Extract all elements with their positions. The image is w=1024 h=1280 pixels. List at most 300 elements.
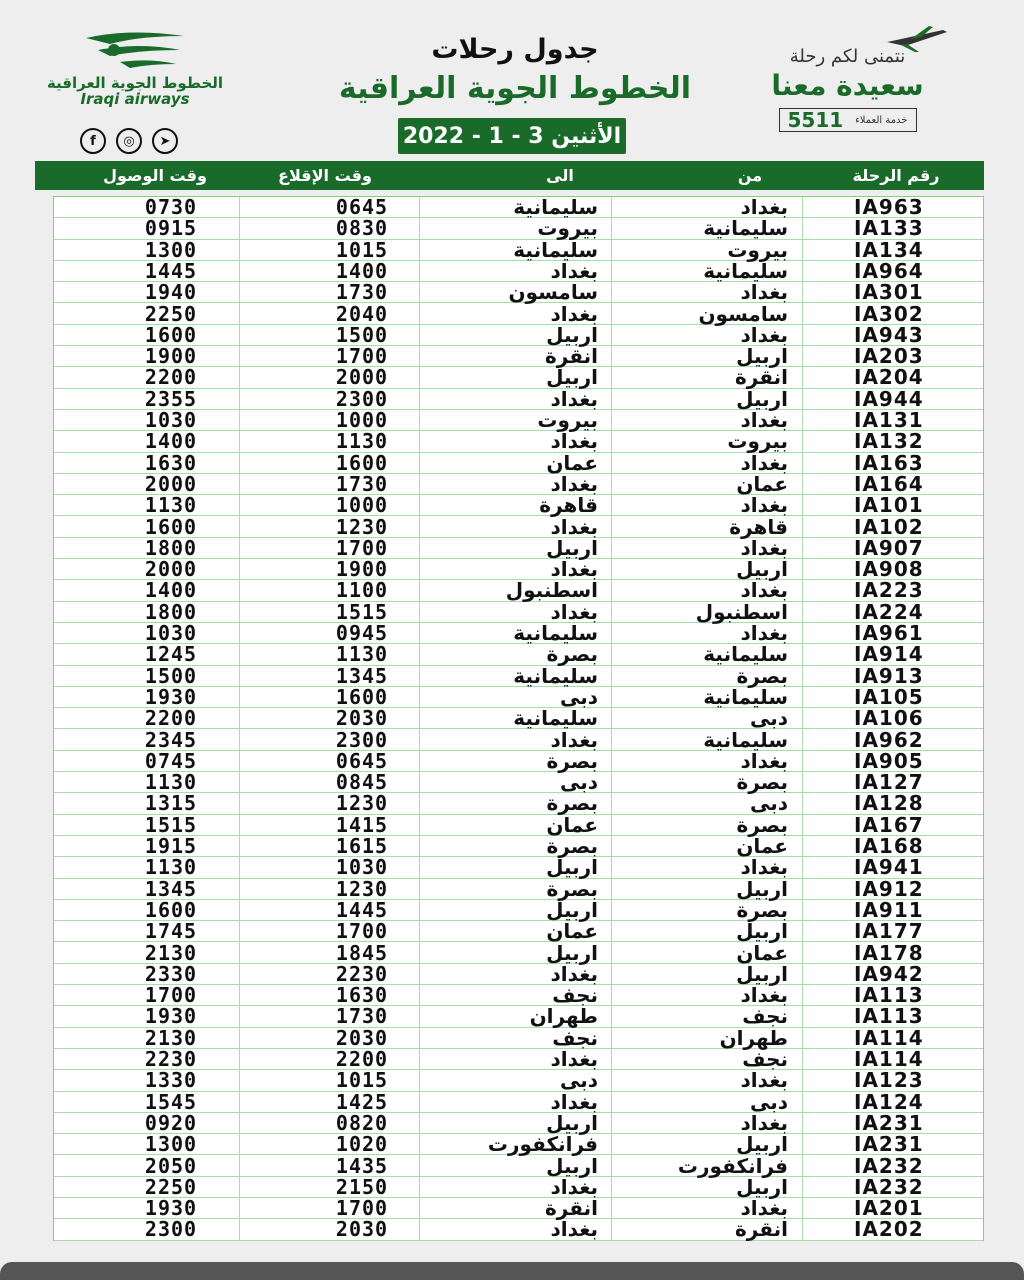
arrival-cell: 0920 <box>144 1110 198 1135</box>
to-cell: عمان <box>546 919 598 944</box>
table-row <box>54 237 983 262</box>
flight-number-cell: IA167 <box>854 812 924 837</box>
arrival-cell: 1745 <box>144 919 198 944</box>
from-cell: بيروت <box>727 237 788 262</box>
to-cell: اربيل <box>546 535 598 560</box>
to-cell: بيروت <box>537 408 598 432</box>
to-cell: بصرة <box>546 748 598 773</box>
to-cell: اربيل <box>546 365 598 390</box>
departure-cell: 1130 <box>335 642 389 667</box>
flight-number-cell: IA134 <box>854 237 924 262</box>
flight-number-cell: IA132 <box>854 429 924 454</box>
flight-number-cell: IA133 <box>854 216 924 241</box>
table-row <box>54 1089 983 1114</box>
arrival-cell: 1600 <box>144 514 198 539</box>
departure-cell: 2230 <box>335 961 389 986</box>
to-cell: بصرة <box>546 876 598 901</box>
arrival-cell: 1930 <box>144 684 198 709</box>
flight-number-cell: IA302 <box>854 301 924 326</box>
from-cell: اربيل <box>736 919 788 944</box>
from-cell: بغداد <box>740 535 788 560</box>
flight-number-cell: IA232 <box>854 1153 924 1178</box>
to-cell: اربيل <box>546 897 598 922</box>
from-cell: نجف <box>742 1004 788 1029</box>
table-row <box>54 1219 983 1240</box>
departure-cell: 1845 <box>335 940 389 965</box>
departure-cell: 1345 <box>335 663 389 688</box>
departure-cell: 2040 <box>335 301 389 326</box>
arrival-cell: 1345 <box>144 876 198 901</box>
from-cell: عمان <box>736 471 788 496</box>
arrival-cell: 2200 <box>144 365 198 390</box>
departure-cell: 1435 <box>335 1153 389 1178</box>
table-row <box>54 1198 983 1219</box>
flight-number-cell: IA914 <box>854 642 924 667</box>
table-row <box>54 921 983 942</box>
to-cell: دبى <box>559 770 598 795</box>
arrival-cell: 2050 <box>144 1153 198 1178</box>
airline-bird-icon <box>80 28 190 72</box>
table-row <box>54 793 983 814</box>
flight-number-cell: IA168 <box>854 834 924 858</box>
from-cell: عمان <box>736 940 788 965</box>
from-cell: بصرة <box>736 770 788 795</box>
table-row <box>54 1049 983 1070</box>
table-row <box>54 985 983 1006</box>
to-cell: بغداد <box>550 557 598 582</box>
from-cell: دبى <box>749 791 788 816</box>
arrival-cell: 1300 <box>144 237 198 262</box>
arrival-cell: 1930 <box>144 1004 198 1029</box>
flight-number-cell: IA113 <box>854 1004 924 1029</box>
from-cell: بغداد <box>740 1068 788 1093</box>
facebook-icon[interactable]: f <box>80 128 106 154</box>
table-row <box>54 812 983 837</box>
departure-cell: 1100 <box>335 578 389 603</box>
departure-cell: 1730 <box>335 280 389 305</box>
table-row <box>54 836 983 857</box>
from-cell: سامسون <box>698 301 788 326</box>
to-cell: بغداد <box>550 1089 598 1114</box>
flight-number-cell: IA106 <box>854 706 924 731</box>
table-row <box>54 559 983 580</box>
arrival-cell: 2130 <box>144 940 198 965</box>
to-cell: سليمانية <box>513 706 598 731</box>
flight-number-cell: IA202 <box>854 1217 924 1242</box>
table-row <box>54 644 983 665</box>
flight-number-cell: IA113 <box>854 983 924 1008</box>
flight-number-cell: IA944 <box>854 386 924 411</box>
arrival-cell: 1600 <box>144 897 198 922</box>
departure-cell: 1700 <box>335 919 389 944</box>
departure-cell: 1600 <box>335 684 389 709</box>
from-cell: بغداد <box>740 578 788 603</box>
flight-number-cell: IA907 <box>854 535 924 560</box>
table-row <box>54 367 983 388</box>
departure-cell: 1630 <box>335 983 389 1008</box>
flight-number-cell: IA223 <box>854 578 924 603</box>
table-row <box>54 218 983 239</box>
departure-cell: 1000 <box>335 493 389 518</box>
to-cell: اربيل <box>546 322 598 347</box>
title-block <box>330 34 700 106</box>
from-cell: بصرة <box>736 663 788 688</box>
departure-cell: 2030 <box>335 1217 389 1242</box>
customer-service-label: خدمة العملاء <box>855 114 908 126</box>
table-row <box>54 897 983 922</box>
from-cell: انقرة <box>734 365 788 390</box>
table-row <box>54 772 983 793</box>
arrival-cell: 1330 <box>144 1068 198 1093</box>
from-cell: قاهرة <box>729 514 788 539</box>
departure-cell: 0945 <box>335 621 389 645</box>
to-cell: اسطنبول <box>505 578 598 603</box>
from-cell: بغداد <box>740 1196 788 1221</box>
arrival-cell: 1445 <box>144 258 198 283</box>
departure-cell: 1230 <box>335 876 389 901</box>
flight-number-cell: IA962 <box>854 727 924 752</box>
column-from: من <box>737 166 763 185</box>
to-cell: اربيل <box>546 940 598 965</box>
flight-number-cell: IA301 <box>854 280 924 305</box>
departure-cell: 1900 <box>335 557 389 582</box>
to-cell: نجف <box>552 1025 598 1050</box>
to-cell: عمان <box>546 812 598 837</box>
to-cell: بغداد <box>550 386 598 411</box>
table-row <box>54 386 983 411</box>
column-arrival: وقت الوصول <box>103 166 207 185</box>
table-row <box>54 450 983 475</box>
arrival-cell: 1515 <box>144 812 198 837</box>
departure-cell: 1700 <box>335 535 389 560</box>
to-cell: سليمانية <box>513 237 598 262</box>
flight-number-cell: IA911 <box>854 897 924 922</box>
instagram-icon[interactable]: ◎ <box>116 128 142 154</box>
to-cell: بصرة <box>546 791 598 816</box>
to-cell: بغداد <box>550 599 598 624</box>
departure-cell: 0830 <box>335 216 389 241</box>
to-cell: بغداد <box>550 471 598 496</box>
arrival-cell: 1400 <box>144 429 198 454</box>
flight-number-cell: IA231 <box>854 1132 924 1157</box>
table-row <box>54 748 983 773</box>
arrival-cell: 2200 <box>144 706 198 731</box>
arrival-cell: 1930 <box>144 1196 198 1221</box>
flight-number-cell: IA913 <box>854 663 924 688</box>
from-cell: اربيل <box>736 876 788 901</box>
departure-cell: 2030 <box>335 706 389 731</box>
table-row <box>54 876 983 901</box>
logo-english-text: Iraqi airways <box>80 90 190 108</box>
to-cell: بغداد <box>550 258 598 283</box>
to-cell: دبى <box>559 684 598 709</box>
to-cell: بغداد <box>550 1174 598 1199</box>
table-row <box>54 1110 983 1135</box>
table-row <box>54 961 983 986</box>
to-cell: سليمانية <box>513 621 598 645</box>
table-row <box>54 410 983 431</box>
departure-cell: 1615 <box>335 834 389 858</box>
flights-table <box>53 196 984 1241</box>
to-cell: بغداد <box>550 727 598 752</box>
table-row <box>54 580 983 601</box>
arrival-cell: 2355 <box>144 386 198 411</box>
from-cell: بصرة <box>736 897 788 922</box>
from-cell: بغداد <box>740 855 788 880</box>
from-cell: دبى <box>749 706 788 731</box>
flight-number-cell: IA163 <box>854 450 924 475</box>
arrival-cell: 1245 <box>144 642 198 667</box>
from-cell: اربيل <box>736 344 788 369</box>
departure-cell: 1130 <box>335 429 389 454</box>
table-header <box>35 161 984 190</box>
arrival-cell: 1130 <box>144 770 198 795</box>
departure-cell: 0645 <box>335 748 389 773</box>
to-cell: بغداد <box>550 301 598 326</box>
departure-cell: 1600 <box>335 450 389 475</box>
from-cell: سليمانية <box>703 216 788 241</box>
arrival-cell: 2250 <box>144 1174 198 1199</box>
departure-cell: 1500 <box>335 322 389 347</box>
flight-number-cell: IA941 <box>854 855 924 880</box>
to-cell: اربيل <box>546 1153 598 1178</box>
arrival-cell: 1545 <box>144 1089 198 1114</box>
departure-cell: 1730 <box>335 471 389 496</box>
from-cell: طهران <box>719 1025 788 1050</box>
from-cell: بغداد <box>740 280 788 305</box>
from-cell: بغداد <box>740 408 788 432</box>
to-cell: اربيل <box>546 855 598 880</box>
from-cell: دبى <box>749 1089 788 1114</box>
from-cell: اربيل <box>736 557 788 582</box>
flight-number-cell: IA127 <box>854 770 924 795</box>
arrival-cell: 0745 <box>144 748 198 773</box>
column-departure: وقت الإقلاع <box>278 166 372 185</box>
flight-number-cell: IA178 <box>854 940 924 965</box>
arrival-cell: 1030 <box>144 621 198 645</box>
to-cell: بغداد <box>550 1047 598 1071</box>
departure-cell: 1700 <box>335 344 389 369</box>
flight-number-cell: IA963 <box>854 195 924 219</box>
from-cell: اسطنبول <box>695 599 788 624</box>
arrival-cell: 2000 <box>144 471 198 496</box>
from-cell: بيروت <box>727 429 788 454</box>
flight-number-cell: IA908 <box>854 557 924 582</box>
from-cell: اربيل <box>736 386 788 411</box>
arrival-cell: 1300 <box>144 1132 198 1157</box>
table-row <box>54 1174 983 1199</box>
slogan-block <box>745 30 950 132</box>
to-cell: سليمانية <box>513 663 598 688</box>
table-row <box>54 684 983 709</box>
from-cell: بصرة <box>736 812 788 837</box>
customer-service-number: 5511 <box>787 108 844 132</box>
flight-number-cell: IA943 <box>854 322 924 347</box>
arrival-cell: 1915 <box>144 834 198 858</box>
table-row <box>54 535 983 560</box>
flight-number-cell: IA232 <box>854 1174 924 1199</box>
arrival-cell: 2345 <box>144 727 198 752</box>
flight-number-cell: IA114 <box>854 1047 924 1071</box>
to-cell: سليمانية <box>513 195 598 219</box>
logo-arabic-text: الخطوط الجوية العراقية <box>46 74 224 92</box>
to-cell: قاهرة <box>539 493 598 518</box>
table-row <box>54 663 983 688</box>
to-cell: فرانكفورت <box>487 1132 598 1157</box>
flight-number-cell: IA912 <box>854 876 924 901</box>
table-row <box>54 495 983 516</box>
flight-number-cell: IA131 <box>854 408 924 432</box>
table-row <box>54 431 983 452</box>
arrival-cell: 0915 <box>144 216 198 241</box>
arrival-cell: 1900 <box>144 344 198 369</box>
flight-number-cell: IA124 <box>854 1089 924 1114</box>
departure-cell: 1415 <box>335 812 389 837</box>
departure-cell: 2200 <box>335 1047 389 1071</box>
arrival-cell: 1130 <box>144 855 198 880</box>
from-cell: سليمانية <box>703 684 788 709</box>
departure-cell: 1730 <box>335 1004 389 1029</box>
arrival-cell: 1500 <box>144 663 198 688</box>
from-cell: بغداد <box>740 493 788 518</box>
from-cell: سليمانية <box>703 642 788 667</box>
departure-cell: 1425 <box>335 1089 389 1114</box>
flight-number-cell: IA101 <box>854 493 924 518</box>
to-cell: انقرة <box>544 1196 598 1221</box>
from-cell: بغداد <box>740 450 788 475</box>
to-cell: بصرة <box>546 834 598 858</box>
from-cell: سليمانية <box>703 727 788 752</box>
departure-cell: 1445 <box>335 897 389 922</box>
from-cell: بغداد <box>740 195 788 219</box>
flight-number-cell: IA201 <box>854 1196 924 1221</box>
arrival-cell: 2130 <box>144 1025 198 1050</box>
flight-number-cell: IA231 <box>854 1110 924 1135</box>
flight-number-cell: IA224 <box>854 599 924 624</box>
to-cell: بيروت <box>537 216 598 241</box>
departure-cell: 1400 <box>335 258 389 283</box>
flight-number-cell: IA105 <box>854 684 924 709</box>
bottom-bar <box>0 1262 1024 1280</box>
table-row <box>54 1134 983 1155</box>
flight-number-cell: IA128 <box>854 791 924 816</box>
arrival-cell: 1940 <box>144 280 198 305</box>
from-cell: فرانكفورت <box>677 1153 788 1178</box>
table-row <box>54 322 983 347</box>
flight-number-cell: IA905 <box>854 748 924 773</box>
departure-cell: 0645 <box>335 195 389 219</box>
departure-cell: 1000 <box>335 408 389 432</box>
from-cell: بغداد <box>740 322 788 347</box>
from-cell: اربيل <box>736 1132 788 1157</box>
to-cell: عمان <box>546 450 598 475</box>
customer-service-box <box>779 108 917 132</box>
departure-cell: 2300 <box>335 386 389 411</box>
table-row <box>54 258 983 283</box>
arrival-cell: 2330 <box>144 961 198 986</box>
from-cell: اربيل <box>736 961 788 986</box>
table-row <box>54 727 983 752</box>
social-links <box>80 128 178 154</box>
table-row <box>54 857 983 878</box>
table-row <box>54 471 983 496</box>
arrival-cell: 2300 <box>144 1217 198 1242</box>
column-to: الى <box>546 166 574 185</box>
telegram-icon[interactable]: ➤ <box>152 128 178 154</box>
arrival-cell: 1800 <box>144 535 198 560</box>
from-cell: انقرة <box>734 1217 788 1242</box>
departure-cell: 2300 <box>335 727 389 752</box>
slogan-wish: نتمنى لكم رحلة <box>789 46 906 67</box>
from-cell: بغداد <box>740 1110 788 1135</box>
to-cell: بغداد <box>550 1217 598 1242</box>
table-row <box>54 301 983 326</box>
to-cell: دبى <box>559 1068 598 1093</box>
table-row <box>54 599 983 624</box>
departure-cell: 1230 <box>335 514 389 539</box>
arrival-cell: 1030 <box>144 408 198 432</box>
column-flight-number: رقم الرحلة <box>852 166 940 185</box>
to-cell: نجف <box>552 983 598 1008</box>
date-badge: الأثنين 3 - 1 - 2022 <box>398 118 626 154</box>
arrival-cell: 2000 <box>144 557 198 582</box>
arrival-cell: 2250 <box>144 301 198 326</box>
from-cell: بغداد <box>740 621 788 645</box>
arrival-cell: 1700 <box>144 983 198 1008</box>
flight-number-cell: IA123 <box>854 1068 924 1093</box>
table-row <box>54 514 983 539</box>
departure-cell: 1015 <box>335 1068 389 1093</box>
to-cell: بغداد <box>550 961 598 986</box>
from-cell: بغداد <box>740 748 788 773</box>
departure-cell: 2030 <box>335 1025 389 1050</box>
flight-number-cell: IA961 <box>854 621 924 645</box>
arrival-cell: 1315 <box>144 791 198 816</box>
table-row <box>54 1070 983 1091</box>
table-row <box>54 282 983 303</box>
flight-number-cell: IA164 <box>854 471 924 496</box>
iraqi-airways-logo <box>40 28 230 108</box>
table-row <box>54 1006 983 1027</box>
to-cell: سامسون <box>508 280 598 305</box>
arrival-cell: 2230 <box>144 1047 198 1071</box>
departure-cell: 1700 <box>335 1196 389 1221</box>
page-subtitle: الخطوط الجوية العراقية <box>338 71 692 106</box>
arrival-cell: 1600 <box>144 322 198 347</box>
flight-number-cell: IA114 <box>854 1025 924 1050</box>
table-row <box>54 1153 983 1178</box>
table-row <box>54 708 983 729</box>
to-cell: انقرة <box>544 344 598 369</box>
header <box>0 0 1024 160</box>
from-cell: عمان <box>736 834 788 858</box>
table-row <box>54 197 983 218</box>
flight-number-cell: IA204 <box>854 365 924 390</box>
to-cell: بغداد <box>550 514 598 539</box>
arrival-cell: 1630 <box>144 450 198 475</box>
departure-cell: 1230 <box>335 791 389 816</box>
arrival-cell: 0730 <box>144 195 198 219</box>
arrival-cell: 1400 <box>144 578 198 603</box>
from-cell: بغداد <box>740 983 788 1008</box>
page-title: جدول رحلات <box>431 34 599 65</box>
departure-cell: 1020 <box>335 1132 389 1157</box>
from-cell: نجف <box>742 1047 788 1071</box>
table-row <box>54 346 983 367</box>
departure-cell: 2000 <box>335 365 389 390</box>
departure-cell: 0820 <box>335 1110 389 1135</box>
table-row <box>54 940 983 965</box>
